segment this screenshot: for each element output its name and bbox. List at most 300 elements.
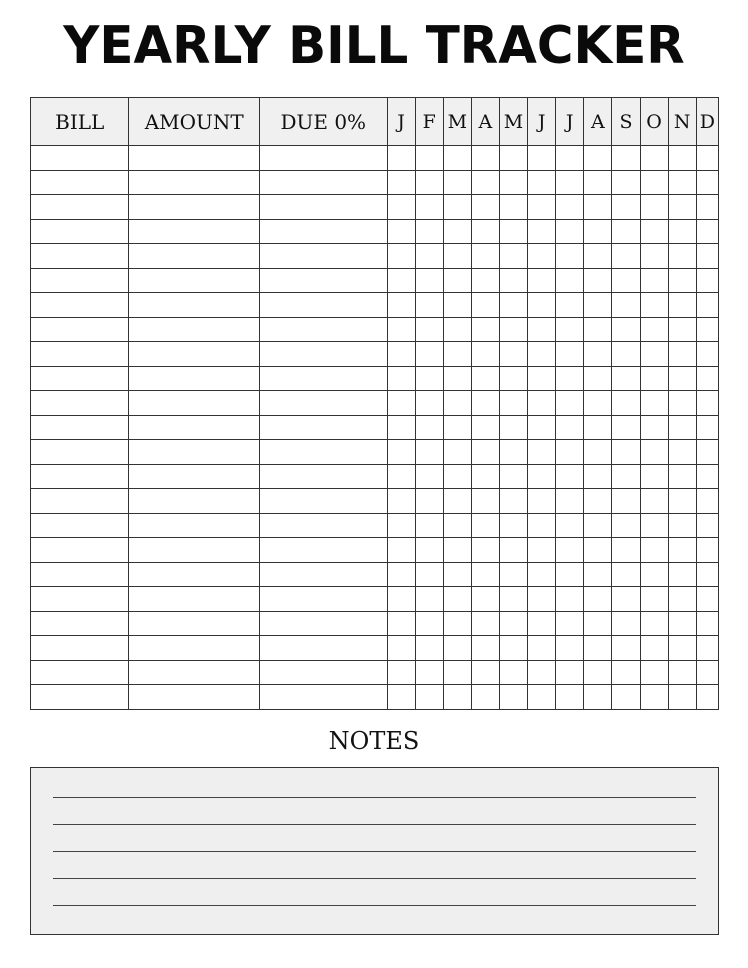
month-check-cell[interactable] [696, 489, 718, 514]
month-check-cell[interactable] [556, 685, 584, 710]
month-check-cell[interactable] [640, 611, 668, 636]
month-check-cell[interactable] [443, 170, 471, 195]
amount-cell[interactable] [129, 660, 260, 685]
month-check-cell[interactable] [499, 489, 527, 514]
due-cell[interactable] [259, 366, 387, 391]
month-check-cell[interactable] [612, 268, 640, 293]
month-check-cell[interactable] [612, 538, 640, 563]
month-check-cell[interactable] [471, 513, 499, 538]
month-check-cell[interactable] [387, 538, 415, 563]
month-check-cell[interactable] [415, 244, 443, 269]
month-check-cell[interactable] [612, 195, 640, 220]
month-check-cell[interactable] [556, 587, 584, 612]
month-check-cell[interactable] [696, 391, 718, 416]
month-check-cell[interactable] [696, 293, 718, 318]
month-check-cell[interactable] [696, 587, 718, 612]
month-check-cell[interactable] [612, 415, 640, 440]
month-check-cell[interactable] [612, 391, 640, 416]
month-check-cell[interactable] [443, 195, 471, 220]
month-check-cell[interactable] [443, 636, 471, 661]
amount-cell[interactable] [129, 170, 260, 195]
month-check-cell[interactable] [556, 636, 584, 661]
month-check-cell[interactable] [584, 366, 612, 391]
month-check-cell[interactable] [528, 244, 556, 269]
month-check-cell[interactable] [668, 195, 696, 220]
amount-cell[interactable] [129, 268, 260, 293]
month-check-cell[interactable] [696, 660, 718, 685]
month-check-cell[interactable] [499, 244, 527, 269]
month-check-cell[interactable] [471, 146, 499, 171]
month-check-cell[interactable] [499, 636, 527, 661]
bill-cell[interactable] [31, 293, 129, 318]
month-check-cell[interactable] [556, 146, 584, 171]
amount-cell[interactable] [129, 219, 260, 244]
month-check-cell[interactable] [528, 489, 556, 514]
due-cell[interactable] [259, 685, 387, 710]
month-check-cell[interactable] [556, 366, 584, 391]
month-check-cell[interactable] [387, 268, 415, 293]
bill-cell[interactable] [31, 342, 129, 367]
amount-cell[interactable] [129, 611, 260, 636]
month-check-cell[interactable] [471, 219, 499, 244]
month-check-cell[interactable] [415, 415, 443, 440]
amount-cell[interactable] [129, 636, 260, 661]
month-check-cell[interactable] [387, 636, 415, 661]
month-check-cell[interactable] [640, 489, 668, 514]
month-check-cell[interactable] [556, 391, 584, 416]
month-check-cell[interactable] [443, 391, 471, 416]
month-check-cell[interactable] [499, 513, 527, 538]
month-check-cell[interactable] [415, 219, 443, 244]
month-check-cell[interactable] [528, 636, 556, 661]
month-check-cell[interactable] [387, 685, 415, 710]
month-check-cell[interactable] [584, 293, 612, 318]
month-check-cell[interactable] [668, 170, 696, 195]
month-check-cell[interactable] [499, 685, 527, 710]
month-check-cell[interactable] [556, 415, 584, 440]
month-check-cell[interactable] [415, 587, 443, 612]
month-check-cell[interactable] [696, 538, 718, 563]
month-check-cell[interactable] [499, 538, 527, 563]
month-check-cell[interactable] [415, 513, 443, 538]
month-check-cell[interactable] [387, 244, 415, 269]
month-check-cell[interactable] [584, 562, 612, 587]
month-check-cell[interactable] [584, 342, 612, 367]
amount-cell[interactable] [129, 587, 260, 612]
month-check-cell[interactable] [640, 513, 668, 538]
month-check-cell[interactable] [668, 317, 696, 342]
month-check-cell[interactable] [584, 268, 612, 293]
month-check-cell[interactable] [415, 342, 443, 367]
month-check-cell[interactable] [387, 587, 415, 612]
bill-cell[interactable] [31, 268, 129, 293]
month-check-cell[interactable] [415, 562, 443, 587]
month-check-cell[interactable] [471, 293, 499, 318]
bill-cell[interactable] [31, 489, 129, 514]
month-check-cell[interactable] [640, 415, 668, 440]
bill-cell[interactable] [31, 513, 129, 538]
month-check-cell[interactable] [584, 513, 612, 538]
month-check-cell[interactable] [528, 611, 556, 636]
month-check-cell[interactable] [499, 660, 527, 685]
month-check-cell[interactable] [556, 562, 584, 587]
month-check-cell[interactable] [556, 660, 584, 685]
month-check-cell[interactable] [584, 489, 612, 514]
due-cell[interactable] [259, 317, 387, 342]
month-check-cell[interactable] [387, 342, 415, 367]
bill-cell[interactable] [31, 366, 129, 391]
month-check-cell[interactable] [443, 489, 471, 514]
month-check-cell[interactable] [696, 415, 718, 440]
month-check-cell[interactable] [528, 391, 556, 416]
month-check-cell[interactable] [584, 317, 612, 342]
month-check-cell[interactable] [443, 538, 471, 563]
month-check-cell[interactable] [584, 587, 612, 612]
month-check-cell[interactable] [556, 293, 584, 318]
month-check-cell[interactable] [640, 391, 668, 416]
month-check-cell[interactable] [443, 611, 471, 636]
month-check-cell[interactable] [528, 660, 556, 685]
month-check-cell[interactable] [387, 464, 415, 489]
month-check-cell[interactable] [471, 562, 499, 587]
month-check-cell[interactable] [387, 317, 415, 342]
month-check-cell[interactable] [443, 317, 471, 342]
month-check-cell[interactable] [499, 562, 527, 587]
month-check-cell[interactable] [640, 587, 668, 612]
month-check-cell[interactable] [499, 219, 527, 244]
month-check-cell[interactable] [443, 464, 471, 489]
month-check-cell[interactable] [471, 366, 499, 391]
month-check-cell[interactable] [528, 219, 556, 244]
amount-cell[interactable] [129, 415, 260, 440]
due-cell[interactable] [259, 244, 387, 269]
month-check-cell[interactable] [528, 317, 556, 342]
month-check-cell[interactable] [556, 440, 584, 465]
month-check-cell[interactable] [668, 440, 696, 465]
month-check-cell[interactable] [556, 219, 584, 244]
month-check-cell[interactable] [640, 562, 668, 587]
month-check-cell[interactable] [471, 415, 499, 440]
month-check-cell[interactable] [387, 611, 415, 636]
month-check-cell[interactable] [556, 170, 584, 195]
month-check-cell[interactable] [528, 342, 556, 367]
month-check-cell[interactable] [668, 342, 696, 367]
bill-cell[interactable] [31, 170, 129, 195]
notes-box[interactable] [30, 767, 719, 935]
month-check-cell[interactable] [443, 366, 471, 391]
month-check-cell[interactable] [612, 146, 640, 171]
month-check-cell[interactable] [471, 611, 499, 636]
month-check-cell[interactable] [640, 268, 668, 293]
month-check-cell[interactable] [443, 415, 471, 440]
month-check-cell[interactable] [528, 146, 556, 171]
month-check-cell[interactable] [528, 195, 556, 220]
month-check-cell[interactable] [612, 342, 640, 367]
amount-cell[interactable] [129, 293, 260, 318]
due-cell[interactable] [259, 219, 387, 244]
month-check-cell[interactable] [640, 685, 668, 710]
month-check-cell[interactable] [415, 268, 443, 293]
month-check-cell[interactable] [612, 489, 640, 514]
month-check-cell[interactable] [668, 513, 696, 538]
month-check-cell[interactable] [640, 440, 668, 465]
amount-cell[interactable] [129, 562, 260, 587]
due-cell[interactable] [259, 268, 387, 293]
month-check-cell[interactable] [668, 611, 696, 636]
month-check-cell[interactable] [668, 562, 696, 587]
month-check-cell[interactable] [612, 366, 640, 391]
bill-cell[interactable] [31, 538, 129, 563]
bill-cell[interactable] [31, 587, 129, 612]
month-check-cell[interactable] [415, 464, 443, 489]
due-cell[interactable] [259, 464, 387, 489]
amount-cell[interactable] [129, 440, 260, 465]
month-check-cell[interactable] [471, 489, 499, 514]
month-check-cell[interactable] [612, 685, 640, 710]
month-check-cell[interactable] [499, 317, 527, 342]
month-check-cell[interactable] [640, 538, 668, 563]
month-check-cell[interactable] [696, 513, 718, 538]
month-check-cell[interactable] [556, 244, 584, 269]
month-check-cell[interactable] [584, 391, 612, 416]
bill-cell[interactable] [31, 636, 129, 661]
bill-cell[interactable] [31, 415, 129, 440]
month-check-cell[interactable] [668, 587, 696, 612]
month-check-cell[interactable] [443, 268, 471, 293]
month-check-cell[interactable] [443, 219, 471, 244]
month-check-cell[interactable] [528, 293, 556, 318]
month-check-cell[interactable] [415, 538, 443, 563]
month-check-cell[interactable] [443, 660, 471, 685]
month-check-cell[interactable] [696, 611, 718, 636]
month-check-cell[interactable] [640, 219, 668, 244]
month-check-cell[interactable] [668, 293, 696, 318]
due-cell[interactable] [259, 489, 387, 514]
month-check-cell[interactable] [584, 538, 612, 563]
month-check-cell[interactable] [556, 464, 584, 489]
bill-cell[interactable] [31, 391, 129, 416]
amount-cell[interactable] [129, 513, 260, 538]
amount-cell[interactable] [129, 317, 260, 342]
amount-cell[interactable] [129, 342, 260, 367]
month-check-cell[interactable] [584, 685, 612, 710]
month-check-cell[interactable] [556, 317, 584, 342]
month-check-cell[interactable] [528, 170, 556, 195]
month-check-cell[interactable] [584, 146, 612, 171]
month-check-cell[interactable] [696, 170, 718, 195]
month-check-cell[interactable] [443, 562, 471, 587]
month-check-cell[interactable] [443, 244, 471, 269]
month-check-cell[interactable] [612, 293, 640, 318]
month-check-cell[interactable] [668, 489, 696, 514]
month-check-cell[interactable] [640, 366, 668, 391]
month-check-cell[interactable] [387, 489, 415, 514]
month-check-cell[interactable] [528, 366, 556, 391]
month-check-cell[interactable] [612, 611, 640, 636]
month-check-cell[interactable] [668, 538, 696, 563]
month-check-cell[interactable] [556, 489, 584, 514]
month-check-cell[interactable] [471, 170, 499, 195]
due-cell[interactable] [259, 342, 387, 367]
month-check-cell[interactable] [415, 611, 443, 636]
month-check-cell[interactable] [415, 170, 443, 195]
month-check-cell[interactable] [696, 440, 718, 465]
month-check-cell[interactable] [640, 244, 668, 269]
month-check-cell[interactable] [612, 244, 640, 269]
amount-cell[interactable] [129, 685, 260, 710]
month-check-cell[interactable] [612, 513, 640, 538]
month-check-cell[interactable] [556, 268, 584, 293]
due-cell[interactable] [259, 415, 387, 440]
month-check-cell[interactable] [640, 293, 668, 318]
month-check-cell[interactable] [528, 562, 556, 587]
month-check-cell[interactable] [387, 146, 415, 171]
month-check-cell[interactable] [640, 342, 668, 367]
amount-cell[interactable] [129, 489, 260, 514]
month-check-cell[interactable] [471, 636, 499, 661]
month-check-cell[interactable] [668, 146, 696, 171]
month-check-cell[interactable] [668, 636, 696, 661]
month-check-cell[interactable] [640, 660, 668, 685]
month-check-cell[interactable] [640, 195, 668, 220]
due-cell[interactable] [259, 391, 387, 416]
month-check-cell[interactable] [696, 342, 718, 367]
month-check-cell[interactable] [415, 293, 443, 318]
due-cell[interactable] [259, 195, 387, 220]
month-check-cell[interactable] [443, 342, 471, 367]
month-check-cell[interactable] [612, 440, 640, 465]
month-check-cell[interactable] [556, 538, 584, 563]
month-check-cell[interactable] [387, 660, 415, 685]
month-check-cell[interactable] [471, 268, 499, 293]
month-check-cell[interactable] [668, 464, 696, 489]
month-check-cell[interactable] [696, 636, 718, 661]
month-check-cell[interactable] [387, 391, 415, 416]
month-check-cell[interactable] [612, 219, 640, 244]
month-check-cell[interactable] [668, 244, 696, 269]
amount-cell[interactable] [129, 391, 260, 416]
month-check-cell[interactable] [584, 415, 612, 440]
month-check-cell[interactable] [471, 538, 499, 563]
bill-cell[interactable] [31, 660, 129, 685]
month-check-cell[interactable] [471, 440, 499, 465]
month-check-cell[interactable] [387, 219, 415, 244]
month-check-cell[interactable] [584, 611, 612, 636]
due-cell[interactable] [259, 611, 387, 636]
month-check-cell[interactable] [499, 195, 527, 220]
month-check-cell[interactable] [415, 391, 443, 416]
month-check-cell[interactable] [443, 685, 471, 710]
month-check-cell[interactable] [415, 440, 443, 465]
month-check-cell[interactable] [528, 587, 556, 612]
month-check-cell[interactable] [640, 636, 668, 661]
due-cell[interactable] [259, 562, 387, 587]
month-check-cell[interactable] [696, 685, 718, 710]
month-check-cell[interactable] [612, 587, 640, 612]
month-check-cell[interactable] [612, 562, 640, 587]
month-check-cell[interactable] [471, 244, 499, 269]
month-check-cell[interactable] [415, 489, 443, 514]
month-check-cell[interactable] [499, 342, 527, 367]
month-check-cell[interactable] [640, 146, 668, 171]
bill-cell[interactable] [31, 562, 129, 587]
bill-cell[interactable] [31, 440, 129, 465]
month-check-cell[interactable] [668, 366, 696, 391]
month-check-cell[interactable] [443, 513, 471, 538]
due-cell[interactable] [259, 513, 387, 538]
month-check-cell[interactable] [528, 268, 556, 293]
month-check-cell[interactable] [640, 464, 668, 489]
amount-cell[interactable] [129, 366, 260, 391]
month-check-cell[interactable] [556, 513, 584, 538]
month-check-cell[interactable] [696, 219, 718, 244]
due-cell[interactable] [259, 587, 387, 612]
bill-cell[interactable] [31, 611, 129, 636]
month-check-cell[interactable] [415, 685, 443, 710]
month-check-cell[interactable] [668, 685, 696, 710]
bill-cell[interactable] [31, 244, 129, 269]
due-cell[interactable] [259, 538, 387, 563]
amount-cell[interactable] [129, 244, 260, 269]
bill-cell[interactable] [31, 464, 129, 489]
due-cell[interactable] [259, 170, 387, 195]
month-check-cell[interactable] [696, 268, 718, 293]
bill-cell[interactable] [31, 685, 129, 710]
month-check-cell[interactable] [499, 464, 527, 489]
month-check-cell[interactable] [387, 366, 415, 391]
month-check-cell[interactable] [584, 464, 612, 489]
month-check-cell[interactable] [471, 342, 499, 367]
bill-cell[interactable] [31, 195, 129, 220]
month-check-cell[interactable] [499, 391, 527, 416]
month-check-cell[interactable] [471, 317, 499, 342]
month-check-cell[interactable] [668, 219, 696, 244]
month-check-cell[interactable] [696, 244, 718, 269]
month-check-cell[interactable] [528, 440, 556, 465]
month-check-cell[interactable] [696, 195, 718, 220]
due-cell[interactable] [259, 293, 387, 318]
month-check-cell[interactable] [499, 611, 527, 636]
month-check-cell[interactable] [443, 293, 471, 318]
month-check-cell[interactable] [471, 660, 499, 685]
month-check-cell[interactable] [499, 415, 527, 440]
month-check-cell[interactable] [499, 268, 527, 293]
month-check-cell[interactable] [443, 146, 471, 171]
month-check-cell[interactable] [668, 391, 696, 416]
month-check-cell[interactable] [528, 685, 556, 710]
month-check-cell[interactable] [499, 293, 527, 318]
month-check-cell[interactable] [499, 170, 527, 195]
month-check-cell[interactable] [584, 636, 612, 661]
month-check-cell[interactable] [499, 440, 527, 465]
month-check-cell[interactable] [696, 146, 718, 171]
month-check-cell[interactable] [612, 660, 640, 685]
month-check-cell[interactable] [584, 244, 612, 269]
month-check-cell[interactable] [415, 195, 443, 220]
month-check-cell[interactable] [528, 464, 556, 489]
month-check-cell[interactable] [387, 170, 415, 195]
month-check-cell[interactable] [471, 587, 499, 612]
bill-cell[interactable] [31, 219, 129, 244]
month-check-cell[interactable] [443, 440, 471, 465]
month-check-cell[interactable] [387, 293, 415, 318]
month-check-cell[interactable] [415, 146, 443, 171]
month-check-cell[interactable] [612, 636, 640, 661]
amount-cell[interactable] [129, 464, 260, 489]
month-check-cell[interactable] [584, 440, 612, 465]
month-check-cell[interactable] [528, 538, 556, 563]
month-check-cell[interactable] [612, 464, 640, 489]
